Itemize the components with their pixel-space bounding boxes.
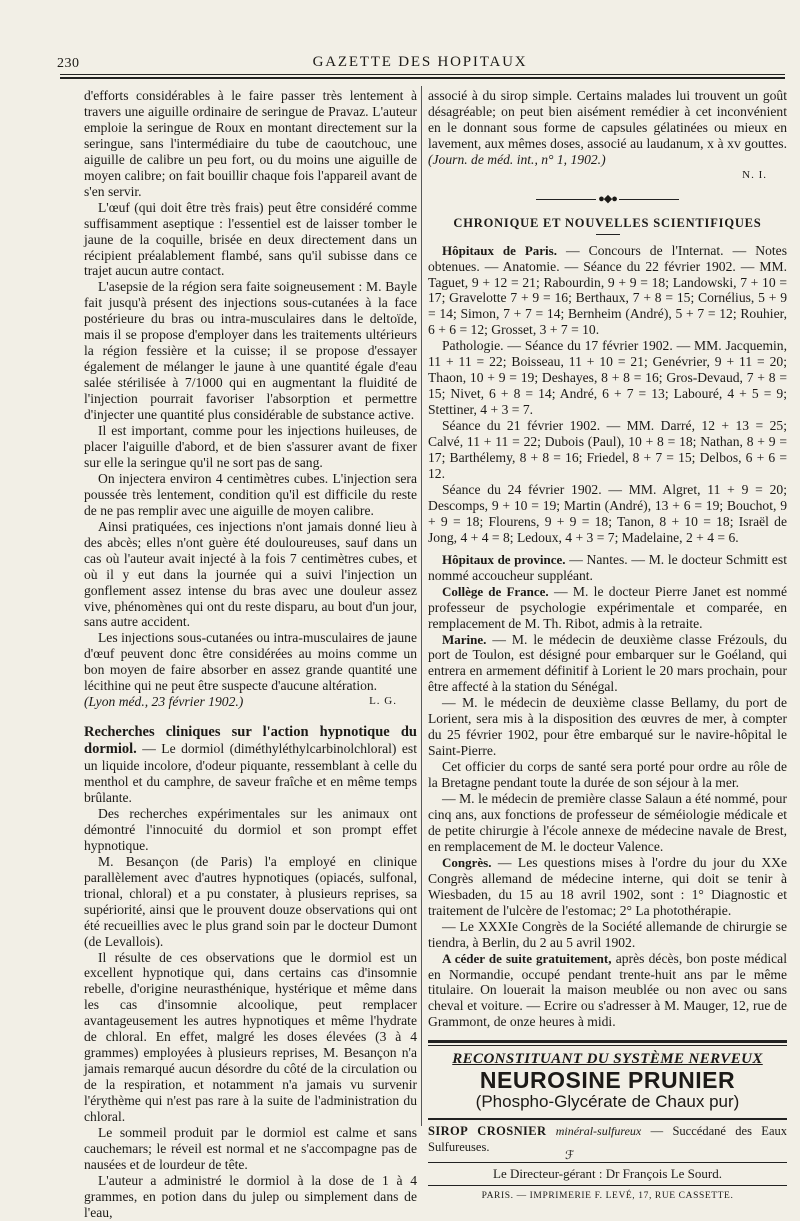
signature: L. G. bbox=[369, 695, 397, 708]
news-heading: Congrès. bbox=[442, 854, 492, 870]
paragraph: — M. le médecin de première classe Salaun a été nommé, pour cinq ans, aux fonctions de professeur de séméiologie médicale et de petite chirurgie à l'école annexe de médecine navale de Brest, en remplacement de M. le docteur Valence. bbox=[428, 791, 787, 854]
paragraph: Les injections sous-cutanées ou intra-musculaires de jaune d'œuf peuvent donc être considérées au moins comme un bon moyen de faire absorber en assez grande quantité une lécithine qui ne peut être suspecte d'aucune altération. bbox=[84, 630, 417, 694]
paragraph: Des recherches expérimentales sur les animaux ont démontré l'innocuité du dormiol et son prompt effet hypnotique. bbox=[84, 805, 417, 853]
news-heading: Hôpitaux de province. bbox=[442, 551, 566, 567]
paragraph: Il résulte de ces observations que le dormiol est un excellent hypnotique qui, dans certains cas d'insomnie rebelle, d'origine neurasthénique, hystérique et même dans les cas d'insomnie alcoolique, peut remplacer avantageusement les autres hypnotiques et même l'hydrate de chloral. En effet, malgré les doses élevées (3 à 4 grammes) employées à plusieurs reprises, M. Besançon n'a jamais remarqué aucun désordre du côté de la circulation ou de la respiration, et notamment n'a jamais vu survenir l'érythème qui n'est pas rare à la suite de l'administration du chloral. bbox=[84, 949, 417, 1125]
paragraph: L'auteur a administré le dormiol à la dose de 1 à 4 grammes, en potion dans du julep ou simplement dans de l'eau, bbox=[84, 1172, 417, 1220]
paragraph: Séance du 21 février 1902. — MM. Darré, 12 + 13 = 25; Calvé, 11 + 11 = 22; Dubois (Paul), 10 + 8 = 18; Nathan, 8 + 9 = 17; Barthélemy, 8 + 8 = 16; Friedel, 8 + 7 = 15; Delbos, 6 + 6 = 12. bbox=[428, 418, 787, 481]
news-item bbox=[428, 855, 787, 919]
ornament-divider: ●◆● bbox=[428, 192, 787, 208]
ad-sirop bbox=[428, 1118, 787, 1156]
citation: (Lyon méd., 23 février 1902.) bbox=[84, 694, 244, 710]
right-column bbox=[428, 88, 787, 1205]
ad-title: RECONSTITUANT DU SYSTÈME NERVEUX bbox=[452, 1051, 763, 1068]
section-title: CHRONIQUE ET NOUVELLES SCIENTIFIQUES bbox=[453, 215, 762, 230]
paragraph: M. Besançon (de Paris) l'a employé en clinique parallèlement avec d'autres hypnotiques (opiacés, sulfonal, trional, chloral) et a pu constater, à plusieurs reprises, sa supériorité, ainsi que le prouvent douze observations qui ont été recueillies avec le plus grand soin par le docteur Dumont (de Levallois). bbox=[84, 853, 417, 949]
citation-line bbox=[84, 694, 417, 710]
news-text: après décès, bon poste médical en Normandie, occupé pendant trente-huit ans par le même titulaire. On louerait la maison meublée ou non avec ou sans cheval et voiture. — Ecrire ou s'adresser à M. Mauger, 12, rue de Grammont, de onze heures à midi. bbox=[428, 950, 787, 1030]
paragraph bbox=[428, 88, 787, 168]
news-item bbox=[428, 632, 787, 696]
news-text: — M. le médecin de deuxième classe Frézouls, du port de Toulon, est désigné pour embarquer sur le Goéland, qui entrera en armement définitif à Lorient le 20 mars prochain, pour être affecté à la station du Sénégal. bbox=[428, 631, 787, 695]
paragraph: Cet officier du corps de santé sera porté pour ordre au rôle de la Bretagne pendant toute la durée de son séjour à la mer. bbox=[428, 759, 787, 791]
title-rule bbox=[596, 234, 620, 235]
header-rule bbox=[60, 74, 785, 79]
news-heading: Marine. bbox=[442, 631, 487, 647]
paragraph: Il est important, comme pour les injections huileuses, de placer l'aiguille d'abord, et de bien s'assurer avant de fixer sur elle la seringue qu'il ne sort pas de sang. bbox=[84, 423, 417, 470]
paragraph: Pathologie. — Séance du 17 février 1902. — MM. Jacquemin, 11 + 11 = 22; Boisseau, 11 + 10 = 21; Genévrier, 9 + 11 = 20; Thaon, 10 + 9 = 19; Deshayes, 8 + 8 = 16; Gros-Devaud, 7 + 8 = 15; Nivet, 6 + 8 = 14; André, 6 + 7 = 13; Labouré, 4 + 5 = 9; Stettiner, 4 + 3 = 7. bbox=[428, 338, 787, 418]
paragraph: — M. le médecin de deuxième classe Bellamy, du port de Lorient, sera mis à la disposition des œuvres de mer, à compter du 25 février 1902, pour être embarqué sur le navire-hôpital le Saint-Pierre. bbox=[428, 695, 787, 759]
paragraph: On injectera environ 4 centimètres cubes. L'injection sera poussée très lentement, condition qu'il est difficile du reste de ne pas remplir avec une aiguille de moyen calibre. bbox=[84, 470, 417, 518]
paragraph-text: associé à du sirop simple. Certains malades lui trouvent un goût désagréable; on peut bien aisément remédier à cet inconvénient en le donnant sous forme de capsules gélatinées ou mieux en lavement, aux mêmes doses, associé au laudanum, x à xv gouttes. bbox=[428, 88, 787, 151]
ad-subtitle: (Phospho-Glycérate de Chaux pur) bbox=[475, 1092, 740, 1112]
paragraph: L'asepsie de la région sera faite soigneusement : M. Bayle fait jusqu'à présent des injections sous-cutanées à la face postérieure du bras ou intra-musculaires dans le deltoïde, mais il se propose d'employer dans les traitements ultérieurs la région fessière et la cuisse; il se propose d'essayer également de mélanger le jaune à une quantité égale d'eau salée stérilisée à 7/1000 qui en augmentant la fluidité de l'injection pourrait favoriser l'absorption et permettre d'injecter une quantité plus considérable de substance active. bbox=[84, 279, 417, 423]
column-divider bbox=[421, 86, 422, 1126]
imprint-line: PARIS. — IMPRIMERIE F. LEVÉ, 17, RUE CASSETTE. bbox=[481, 1191, 734, 1202]
advertisement bbox=[428, 1040, 787, 1156]
news-item bbox=[428, 243, 787, 339]
citation: (Journ. de méd. int., n° 1, 1902.) bbox=[428, 151, 606, 167]
news-text: — M. le docteur Pierre Janet est nommé professeur de psychologie expérimentale et comparée, en remplacement de M. Th. Ribot, admis à la retraite. bbox=[428, 583, 787, 631]
paragraph: — Le dormiol (diméthyléthylcarbinolchloral) est un liquide incolore, d'odeur piquante, ressemblant à celle du menthol et du camphre, de saveur fraîche et en même temps brûlante. bbox=[84, 741, 417, 805]
page-number: 230 bbox=[57, 56, 80, 71]
footer-mark: ℱ bbox=[565, 1148, 575, 1162]
article-dormiol bbox=[84, 724, 417, 806]
paragraph: Séance du 24 février 1902. — MM. Algret, 11 + 9 = 20; Descomps, 9 + 10 = 19; Martin (André), 13 + 6 = 19; Bouchot, 9 + 9 = 18; Flourens, 9 + 9 = 18; Tanon, 8 + 10 = 18; Israël de Jong, 4 + 4 = 8; Ledoux, 4 + 3 = 7; Madelaine, 2 + 4 = 6. bbox=[428, 481, 787, 545]
paragraph: L'œuf (qui doit être très frais) peut être considéré comme suffisamment aseptique : l'essentiel est de laisser tomber le jaune de la coquille, brisée en deux directement dans un récipient préalablement flambé, sans qu'il subisse dans ce trajet aucun autre contact. bbox=[84, 199, 417, 279]
news-heading: A céder de suite gratuitement, bbox=[442, 950, 612, 966]
ad-sirop-name: SIROP CROSNIER bbox=[428, 1124, 547, 1139]
ad-sirop-desc: minéral-sulfureux bbox=[546, 1124, 642, 1139]
paragraph: — Le XXXIe Congrès de la Société allemande de chirurgie se tiendra, à Berlin, du 2 au 5 avril 1902. bbox=[428, 918, 787, 950]
article-title: Recherches cliniques sur l'action hypnotique du dormiol. bbox=[84, 724, 417, 758]
paragraph: Ainsi pratiquées, ces injections n'ont jamais donné lieu à des abcès; elles n'ont guère été douloureuses, sauf dans un cas où l'auteur avait injecté à la fois 7 centimètres cubes, et où il y eut dans la journée qui a suivi l'injection un gonflement assez intense du bras avec une douleur assez vive, phénomènes qui ont du reste disparu, au bout d'un jour, sans autre accident. bbox=[84, 518, 417, 630]
news-item bbox=[428, 584, 787, 632]
page-header bbox=[55, 50, 785, 74]
news-text: — Concours de l'Internat. — Notes obtenues. — Anatomie. — Séance du 22 février 1902. — MM. Taguet, 9 + 12 = 21; Rabourdin, 9 + 9 = 18; Landowski, 7 + 10 = 17; Gravelotte 7 + 9 = 16; Berthaux, 7 + 8 = 15; Cornélius, 5 + 9 = 14; Simon, 7 + 7 = 14; Bernheim (André), 5 + 7 = 12; Rouhier, 6 + 6 = 12; Grosset, 3 + 7 = 10. bbox=[428, 242, 787, 338]
ad-brand: NEUROSINE PRUNIER bbox=[479, 1067, 736, 1094]
paragraph: Le sommeil produit par le dormiol est calme et sans cauchemars; le réveil est normal et ne s'accompagne pas de nausées et de lourdeur de tête. bbox=[84, 1125, 417, 1172]
news-heading: Collège de France. bbox=[442, 583, 549, 599]
left-column bbox=[84, 88, 417, 1221]
ad-sirop-tail: — Succédané des Eaux Sulfureuses. bbox=[428, 1124, 787, 1155]
signature: N. I. bbox=[742, 168, 767, 181]
news-item bbox=[428, 951, 787, 1031]
news-item bbox=[428, 552, 787, 584]
running-title: GAZETTE DES HOPITAUX bbox=[312, 54, 528, 70]
paragraph: d'efforts considérables à le faire passer très lentement à travers une aiguille ordinaire de seringue de Pravaz. L'auteur emploie la seringue de Roux en montant directement sur la seringue, sans l'intermédiaire du tube de caoutchouc, une aiguille de calibre un peu fort, ou du moins une aiguille de moyen calibre; on fait bouillir chaque fois l'appareil avant de s'en servir. bbox=[84, 88, 417, 199]
director-line: Le Directeur-gérant : Dr François Le Sourd. bbox=[428, 1162, 787, 1186]
news-heading: Hôpitaux de Paris. bbox=[442, 242, 557, 258]
news-text: — Les questions mises à l'ordre du jour du XXe Congrès allemand de médecine interne, qui doit se tenir à Wiesbaden, du 15 au 18 avril 1902, sont : 1° Diagnostic et traitement de l'ulcère de l'estomac; 2° La photothérapie. bbox=[428, 854, 787, 918]
news-text: — Nantes. — M. le docteur Schmitt est nommé accoucheur suppléant. bbox=[428, 551, 787, 583]
